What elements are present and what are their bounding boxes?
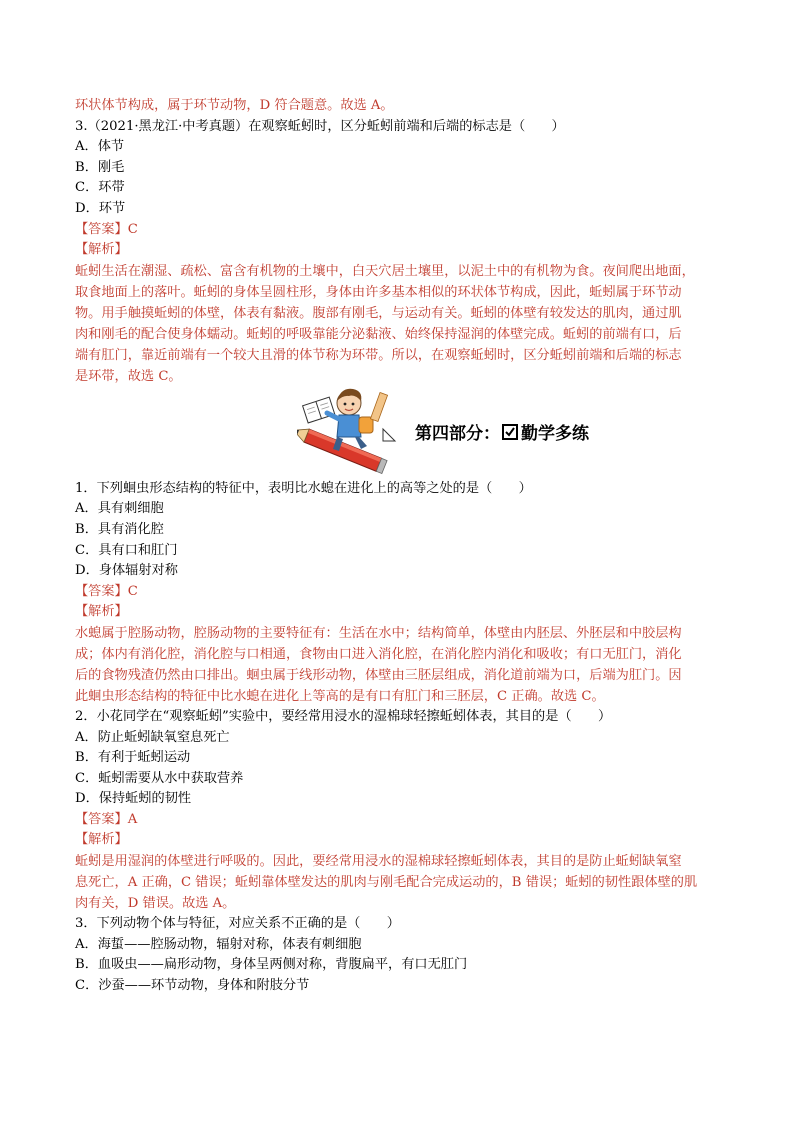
analysis-line: 肉有关，D 错误。故选 A。	[75, 896, 236, 912]
analysis-line: 取食地面上的落叶。蚯蚓的身体呈圆柱形，身体由许多基本相似的环状体节构成，因此，蚯蚓属于环节动	[75, 284, 682, 300]
analysis-line: 蚯蚓生活在潮湿、疏松、富含有机物的土壤中，白天穴居土壤里，以泥土中的有机物为食。夜间爬出地面，	[75, 263, 695, 279]
option-c: C．环带	[75, 180, 125, 196]
analysis-line: 是环带，故选 C。	[75, 368, 182, 384]
option-a: A．海蜇——腔肠动物，辐射对称，体表有刺细胞	[75, 936, 362, 952]
analysis-line: 成；体内有消化腔，消化腔与口相通，食物由口进入消化腔，在消化腔内消化和吸收；有口无肛门，消化	[75, 646, 682, 662]
answer: 【答案】C	[75, 221, 138, 237]
analysis-line: 此蛔虫形态结构的特征中比水螅在进化上等高的是有口有肛门和三胚层，C 正确。故选 C。	[75, 688, 605, 704]
analysis-text	[75, 261, 725, 387]
analysis-text	[75, 623, 725, 707]
analysis-label: 【解析】	[75, 832, 128, 848]
option-c: C．蚯蚓需要从水中获取营养	[75, 770, 244, 786]
analysis-text	[75, 851, 725, 914]
checkbox-icon	[502, 424, 518, 440]
option-d: D．保持蚯蚓的韧性	[75, 791, 192, 807]
previous-explanation-tail: 环状体节构成，属于环节动物，D 符合题意。故选 A。	[75, 98, 394, 113]
option-a: A．具有刺细胞	[75, 501, 164, 517]
option-b: B．具有消化腔	[75, 521, 164, 537]
analysis-line: 蚯蚓是用湿润的体壁进行呼吸的。因此，要经常用浸水的湿棉球轻擦蚯蚓体表，其目的是防止蚯蚓缺氧窒	[75, 854, 682, 870]
page-content	[75, 96, 725, 996]
analysis-line: 息死亡，A 正确，C 错误；蚯蚓靠体壁发达的肌肉与刚毛配合完成运动的，B 错误；蚯蚓的韧性跟体壁的肌	[75, 875, 698, 891]
option-b: B．刚毛	[75, 159, 125, 175]
analysis-line: 水螅属于腔肠动物，腔肠动物的主要特征有：生活在水中；结构简单，体壁由内胚层、外胚层和中胶层构	[75, 625, 682, 641]
option-a: A．体节	[75, 139, 125, 155]
analysis-line: 物。用手触摸蚯蚓的体壁，体表有黏液。腹部有刚毛，与运动有关。蚯蚓的体壁有较发达的肌肉，通过肌	[75, 305, 682, 321]
section-header	[75, 389, 725, 475]
analysis-line: 端有肛门，靠近前端有一个较大且滑的体节称为环带。所以，在观察蚯蚓时，区分蚯蚓前端和后端的标志	[75, 347, 682, 363]
analysis-label: 【解析】	[75, 604, 128, 620]
analysis-label: 【解析】	[75, 242, 128, 258]
question-stem: 2．小花同学在“观察蚯蚓”实验中，要经常用浸水的湿棉球轻擦蚯蚓体表，其目的是（ ）	[75, 708, 612, 724]
question-stem: 1．下列蛔虫形态结构的特征中，表明比水螅在进化上的高等之处的是（ ）	[75, 480, 532, 496]
option-c: C．沙蚕——环节动物，身体和附肢分节	[75, 977, 310, 993]
analysis-line: 后的食物残渣仍然由口排出。蛔虫属于线形动物，体壁由三胚层组成，消化道前端为口，后端为肛门。因	[75, 667, 682, 683]
analysis-line: 肉和刚毛的配合使身体蠕动。蚯蚓的呼吸靠能分泌黏液、始终保持湿润的体壁完成。蚯蚓的前端有口，后	[75, 326, 682, 342]
option-a: A．防止蚯蚓缺氧窒息死亡	[75, 729, 230, 745]
question-stem: 3．下列动物个体与特征，对应关系不正确的是（ ）	[75, 916, 400, 932]
option-b: B．血吸虫——扁形动物，身体呈两侧对称，背腹扁平，有口无肛门	[75, 957, 468, 973]
answer: 【答案】C	[75, 583, 138, 599]
answer: 【答案】A	[75, 811, 138, 827]
section-title	[415, 419, 589, 444]
option-c: C．具有口和肛门	[75, 542, 178, 558]
question-stem: 3.（2021·黑龙江·中考真题）在观察蚯蚓时，区分蚯蚓前端和后端的标志是（ ）	[75, 118, 565, 134]
option-d: D．身体辐射对称	[75, 563, 178, 579]
section-title-text: 第四部分：	[415, 423, 500, 444]
option-b: B．有利于蚯蚓运动	[75, 750, 191, 766]
student-on-pencil-illustration	[297, 383, 397, 475]
section-title-tail: 勤学多练	[521, 423, 589, 444]
option-d: D．环节	[75, 200, 126, 216]
